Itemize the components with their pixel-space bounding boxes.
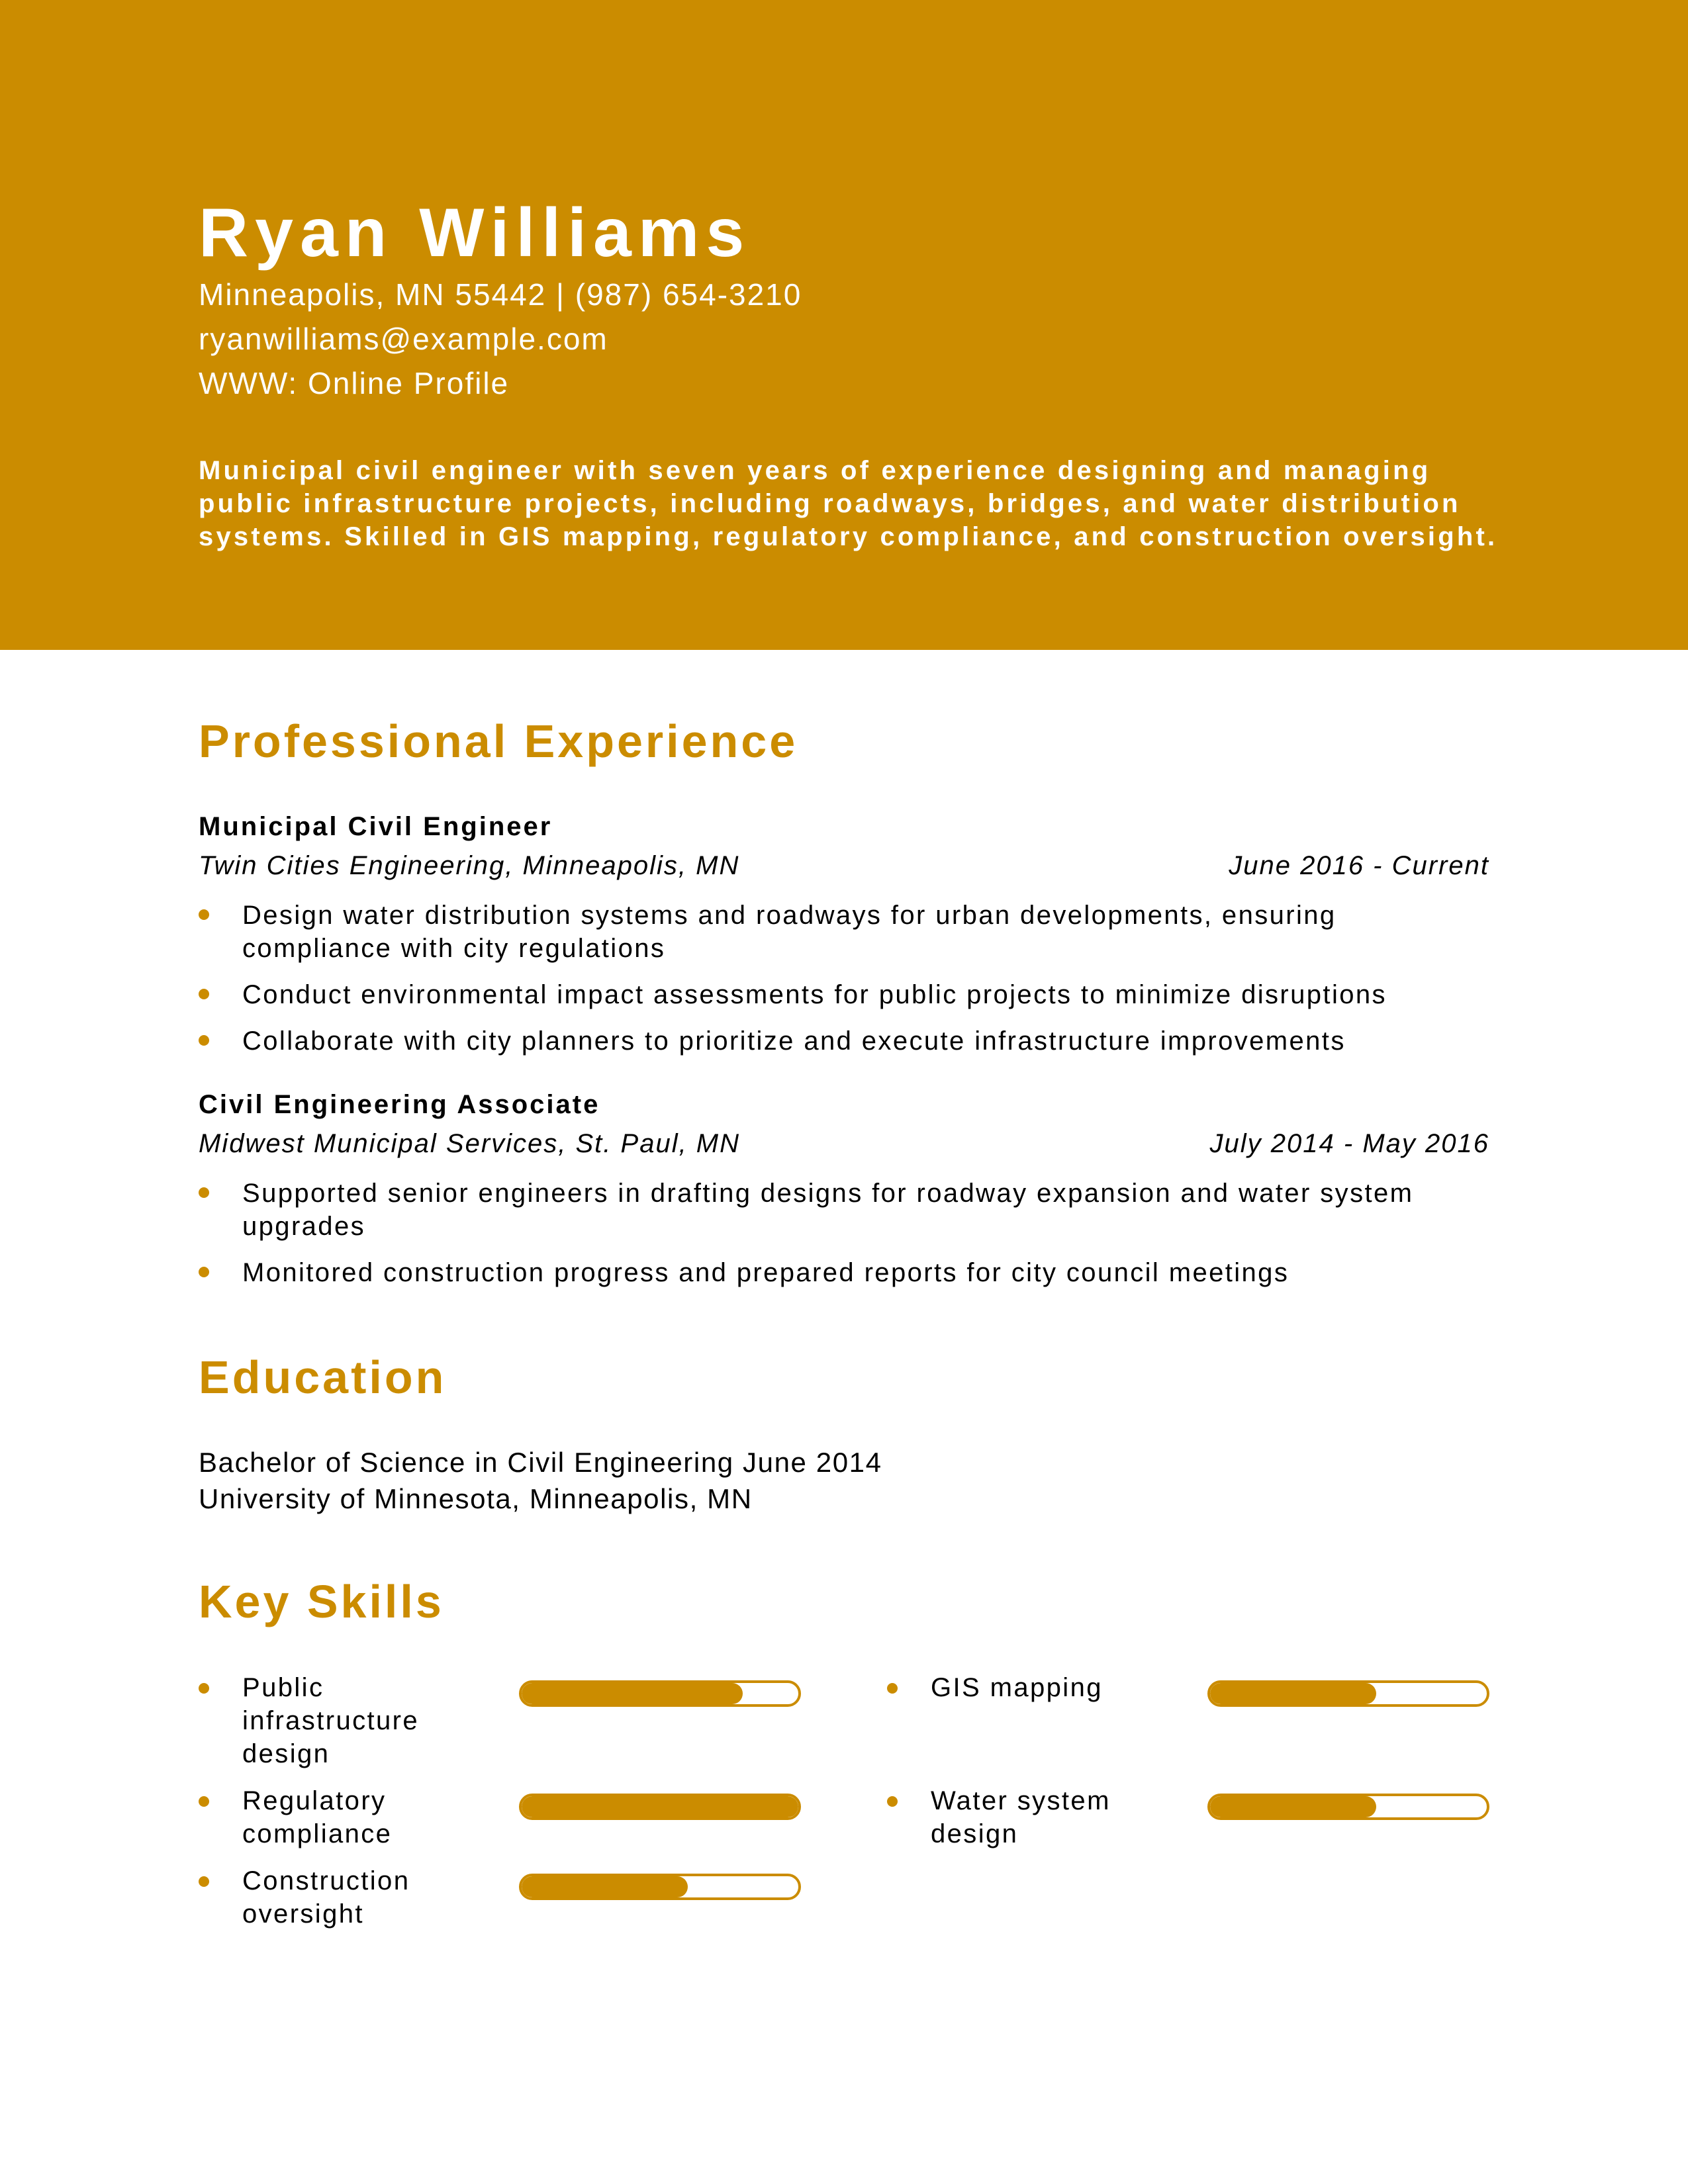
bullet-dot-icon bbox=[199, 1796, 209, 1807]
skill-level-bar bbox=[1207, 1794, 1489, 1820]
job-bullets bbox=[199, 899, 1489, 1071]
bullet-dot-icon bbox=[199, 1267, 209, 1277]
education-heading: Education bbox=[199, 1351, 447, 1403]
school-line: University of Minnesota, Minneapolis, MN bbox=[199, 1483, 753, 1514]
email: ryanwilliams@example.com bbox=[199, 322, 608, 356]
skill-label: Construction oversight bbox=[242, 1866, 410, 1929]
job-dates: July 2014 - May 2016 bbox=[1209, 1129, 1489, 1158]
skill-label: Public infrastructure design bbox=[242, 1673, 420, 1768]
skill-level-fill bbox=[1210, 1683, 1376, 1704]
skill-label: Water system design bbox=[931, 1786, 1111, 1848]
job-company: Twin Cities Engineering, Minneapolis, MN bbox=[199, 851, 740, 880]
list-item: Design water distribution systems and roadways for urban developments, ensuring compliance with city regulations bbox=[199, 899, 1489, 965]
skill-label: GIS mapping bbox=[931, 1673, 1103, 1702]
header-banner bbox=[0, 0, 1688, 650]
experience-heading: Professional Experience bbox=[199, 715, 798, 767]
skill-level-bar bbox=[1207, 1680, 1489, 1707]
bullet-dot-icon bbox=[199, 1683, 209, 1694]
bullet-dot-icon bbox=[199, 909, 209, 920]
list-item: Conduct environmental impact assessments for public projects to minimize disruptions bbox=[199, 978, 1489, 1011]
candidate-name: Ryan Williams bbox=[199, 195, 751, 271]
degree-line: Bachelor of Science in Civil Engineering June 2014 bbox=[199, 1447, 882, 1478]
job-bullets bbox=[199, 1177, 1489, 1302]
skill-level-bar bbox=[519, 1874, 801, 1900]
job-dates: June 2016 - Current bbox=[1229, 851, 1489, 880]
job-title: Municipal Civil Engineer bbox=[199, 812, 553, 841]
skill-level-fill bbox=[1210, 1796, 1376, 1817]
bullet-dot-icon bbox=[887, 1683, 898, 1694]
skill-level-bar bbox=[519, 1680, 801, 1707]
job-company: Midwest Municipal Services, St. Paul, MN bbox=[199, 1129, 741, 1158]
skill-level-fill bbox=[522, 1876, 688, 1897]
bullet-dot-icon bbox=[199, 1876, 209, 1887]
skill-level-fill bbox=[522, 1796, 798, 1817]
location-phone: Minneapolis, MN 55442 | (987) 654-3210 bbox=[199, 277, 802, 312]
skill-level-fill bbox=[522, 1683, 743, 1704]
list-item: Collaborate with city planners to prioritize and execute infrastructure improvements bbox=[199, 1024, 1489, 1058]
list-item: Monitored construction progress and prepared reports for city council meetings bbox=[199, 1256, 1489, 1289]
summary: Municipal civil engineer with seven years of experience designing and managing public infrastructure projects, including roadways, bridges, and water distribution systems. Skilled in GIS mapping, regulatory compliance, and construction oversight. bbox=[199, 456, 1498, 551]
job-title: Civil Engineering Associate bbox=[199, 1090, 600, 1119]
website-link[interactable]: WWW: Online Profile bbox=[199, 366, 510, 400]
bullet-dot-icon bbox=[199, 1035, 209, 1046]
bullet-dot-icon bbox=[887, 1796, 898, 1807]
skill-level-bar bbox=[519, 1794, 801, 1820]
skill-label: Regulatory compliance bbox=[242, 1786, 393, 1848]
bullet-dot-icon bbox=[199, 989, 209, 999]
bullet-dot-icon bbox=[199, 1187, 209, 1198]
skills-heading: Key Skills bbox=[199, 1576, 444, 1627]
list-item: Supported senior engineers in drafting designs for roadway expansion and water system upgrades bbox=[199, 1177, 1489, 1243]
